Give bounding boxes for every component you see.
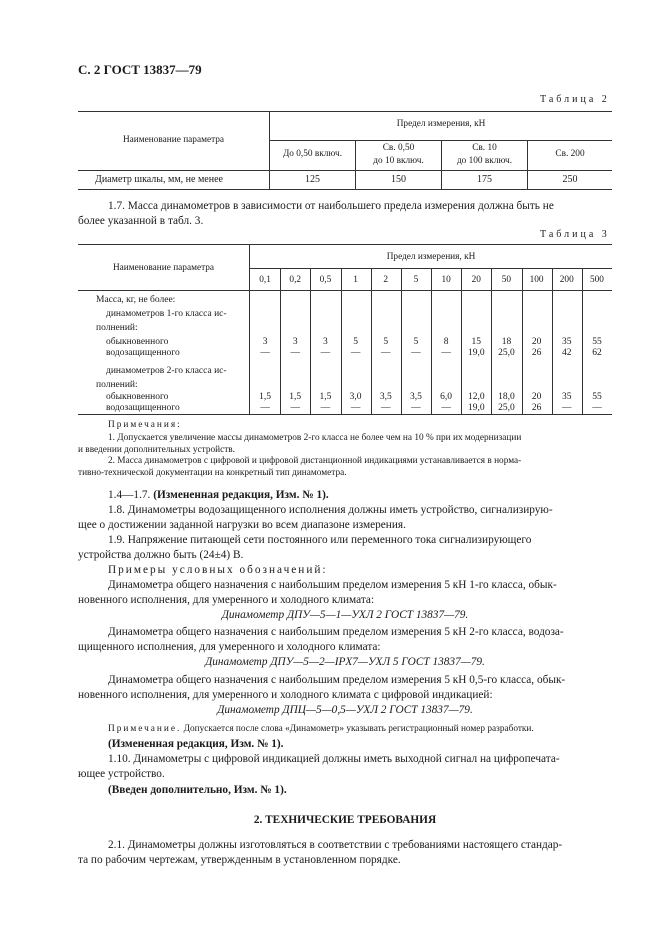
table3-col-header: 0,1	[259, 275, 271, 285]
table3-value: —	[260, 348, 270, 358]
table2-value: 175	[477, 174, 492, 185]
table3-col-header: 0,2	[289, 275, 302, 285]
section-2-title: 2. ТЕХНИЧЕСКИЕ ТРЕБОВАНИЯ	[253, 814, 437, 826]
table2-col-3: Св. 10 до 100 включ.	[456, 143, 513, 166]
table3-value: 5	[413, 337, 419, 347]
table3-value: —	[320, 348, 331, 358]
para-1-10-line2: ющее устройство.	[78, 768, 165, 780]
table3-value: 8	[443, 337, 449, 347]
table3-value: 20	[531, 392, 542, 402]
para-1-9-line2: устройства должно быть (24±4) В.	[78, 549, 244, 561]
para-1-10-line1: 1.10. Динамометры с цифровой индикацией должны иметь выходной сигнал на цифропечата-	[108, 753, 560, 765]
table3-value: 5	[383, 337, 389, 347]
table3-value: —	[411, 403, 421, 413]
table3-value: 1,5	[259, 392, 272, 402]
table3-value: 12,0	[467, 392, 485, 402]
table3-col-header: 0,5	[319, 275, 332, 285]
table3-range-header: Предел измерения, кН	[386, 252, 476, 262]
example-3-code: Динамометр ДПЦ—5—0,5—УХЛ 2 ГОСТ 13837—79.	[217, 704, 473, 716]
table3-col-header: 10	[441, 275, 451, 285]
table3-col-header: 500	[589, 275, 604, 285]
table3-value: 18	[501, 337, 512, 347]
para-1-8-line2: щее о достижении заданной нагрузки во всем диапазоне измерения.	[78, 519, 406, 531]
table2-range-header: Предел измерения, кН	[396, 119, 486, 129]
table3-value: 55	[592, 392, 602, 402]
table3-value: 26	[531, 403, 542, 413]
notes-title: Примечания:	[108, 420, 182, 430]
table2-value: 150	[391, 174, 406, 185]
table3-value: 25,0	[498, 403, 515, 413]
table3-value: 18,0	[498, 392, 515, 402]
table3-row-label: Масса, кг, не более:	[96, 295, 176, 305]
table3-col-header: 50	[501, 275, 512, 285]
table3-row-label: водозащищенного	[106, 348, 180, 358]
table3-row-label: динамометров 2-го класса ис-	[106, 366, 227, 376]
inline-note: Примечание. Допускается после слова «Динамометр» указывать регистрационный номер разработки.	[108, 724, 534, 734]
table3-value: 1,5	[289, 392, 302, 402]
table3-col-header: 2	[383, 275, 389, 285]
table3-row-label: обыкновенного	[106, 392, 169, 402]
para-1-8-line1: 1.8. Динамометры водозащищенного исполнения должны иметь устройство, сигнализирую-	[108, 504, 553, 516]
table3-caption: Таблица 3	[540, 229, 610, 240]
table3-value: 55	[592, 337, 602, 347]
example-3-line1: Динамометра общего назначения с наибольшим пределом измерения 5 кН 0,5-го класса, обык-	[108, 674, 566, 686]
page-header: С. 2 ГОСТ 13837—79	[78, 62, 202, 77]
table3-value: —	[350, 403, 361, 413]
table3-row-label: полнений:	[96, 380, 138, 390]
table3-value: 35	[562, 337, 572, 347]
table3-value: —	[350, 348, 361, 358]
table3-value: —	[260, 403, 270, 413]
amendment-1: (Измененная редакция, Изм. № 1).	[108, 738, 284, 750]
table3-value: 20	[531, 337, 542, 347]
table3-value: 3,0	[349, 392, 362, 402]
table2-caption: Таблица 2	[540, 94, 610, 105]
table3-value: 15	[471, 337, 482, 347]
table3-col-header: 20	[471, 275, 481, 285]
table3-col-header: 5	[413, 275, 419, 285]
para-1-4-1-7: 1.4—1.7. (Измененная редакция, Изм. № 1).	[108, 489, 329, 501]
table3-value: —	[320, 403, 331, 413]
added-note: (Введен дополнительно, Изм. № 1).	[108, 784, 287, 796]
table3-value: 42	[562, 348, 572, 358]
para-2-1-line2: та по рабочим чертежам, утвержденным в установленном порядке.	[78, 854, 401, 866]
table3-col-header: 200	[559, 275, 574, 285]
para-1-9-line1: 1.9. Напряжение питающей сети постоянного или переменного тока сигнализирующего	[108, 534, 532, 546]
note-2-line1: 2. Масса динамометров с цифровой и цифровой дистанционной индикациями устанавливается в норма-	[108, 456, 522, 466]
table2-row-label: Диаметр шкалы, мм, не менее	[95, 174, 223, 185]
example-1-line1: Динамометра общего назначения с наибольшим пределом измерения 5 кН 1-го класса, обык-	[108, 579, 557, 591]
table3-col-header: 1	[353, 275, 358, 285]
table2-col-1: До 0,50 включ.	[282, 149, 343, 159]
table2-param-header: Наименование параметра	[122, 135, 225, 145]
table3-row-label: обыкновенного	[106, 337, 169, 347]
example-1-line2: новенного исполнения, для умеренного и холодного климата:	[78, 594, 375, 606]
table3-value: —	[381, 348, 391, 358]
example-1-code: Динамометр ДПУ—5—1—УХЛ 2 ГОСТ 13837—79.	[221, 609, 469, 621]
table3-value: —	[441, 403, 451, 413]
para-2-1-line1: 2.1. Динамометры должны изготовляться в соответствии с требованиями настоящего стандар-	[108, 839, 563, 851]
example-2-line2: щищенного исполнения, для умеренного и холодного климата:	[78, 641, 381, 653]
table3-value: 3	[323, 337, 328, 347]
table3-value: 62	[592, 348, 602, 358]
table3-value: 1,5	[319, 392, 332, 402]
table3-value: 6,0	[440, 392, 453, 402]
table2-value: 125	[305, 174, 320, 185]
table3-value: —	[290, 403, 300, 413]
table3-value: 19,0	[467, 348, 485, 358]
note-2-line2: тивно-технической документации на конкретный тип динамометра.	[78, 468, 347, 478]
table2-value: 250	[562, 174, 578, 185]
para-1-7-line1: 1.7. Масса динамометров в зависимости от наибольшего предела измерения должна быть не	[108, 200, 554, 212]
note-1-line1: 1. Допускается увеличение массы динамометров 2-го класса не более чем на 10 % при их модернизации	[108, 433, 522, 443]
example-2-code: Динамометр ДПУ—5—2—IPX7—УХЛ 5 ГОСТ 13837—79.	[205, 656, 485, 668]
table3-value: —	[592, 403, 602, 413]
table3-value: 3	[262, 337, 268, 347]
examples-title: Примеры условных обозначений:	[108, 564, 328, 576]
table3-value: —	[562, 403, 572, 413]
table3-value: —	[441, 348, 451, 358]
example-3-line2: новенного исполнения, для умеренного и холодного климата с цифровой индикацией:	[78, 689, 493, 701]
table3-row-label: динамометров 1-го класса ис-	[106, 309, 227, 319]
table3-value: 5	[353, 337, 358, 347]
table2-col-4: Св. 200	[555, 149, 585, 159]
example-2-line1: Динамометра общего назначения с наибольшим пределом измерения 5 кН 2-го класса, водоза-	[108, 626, 564, 638]
table3-param-header: Наименование параметра	[112, 263, 215, 273]
table3-value: 26	[531, 348, 542, 358]
table3-value: 3,5	[409, 392, 422, 402]
table2-col-2: Св. 0,50 до 10 включ.	[373, 143, 424, 166]
table3-row-label: водозащищенного	[106, 403, 180, 413]
table3-value: 25,0	[498, 348, 515, 358]
table3-row-label: полнений:	[96, 323, 138, 333]
table3-value: —	[381, 403, 391, 413]
table3-col-header: 100	[529, 275, 544, 285]
table3-value: 35	[562, 392, 572, 402]
table3-value: 3	[292, 337, 298, 347]
table3-value: —	[290, 348, 300, 358]
table3-value: 3,5	[379, 392, 392, 402]
note-1-line2: и введении дополнительных устройств.	[78, 445, 235, 455]
table3-value: —	[411, 348, 421, 358]
table3-value: 19,0	[467, 403, 485, 413]
para-1-7-line2: более указанной в табл. 3.	[78, 215, 204, 227]
